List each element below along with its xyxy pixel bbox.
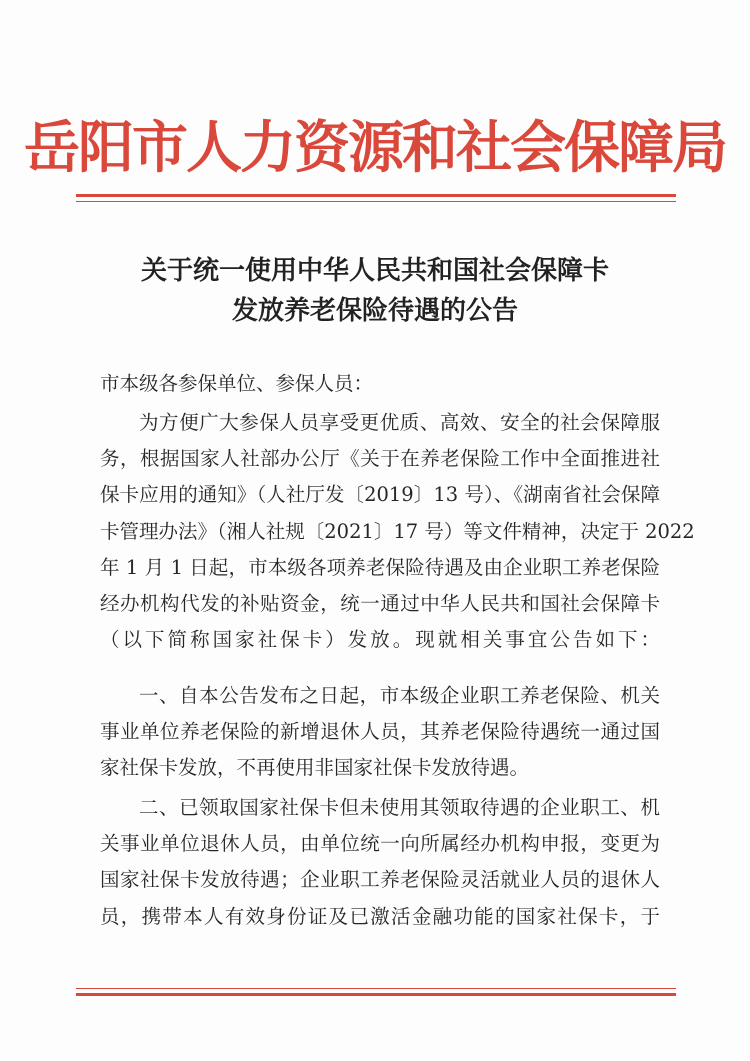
paragraph-line: 经办机构代发的补贴资金，统一通过中华人民共和国社会保障卡: [100, 592, 660, 616]
paragraph-line: 年 1 月 1 日起，市本级各项养老保险待遇及由企业职工养老保险: [100, 555, 660, 579]
paragraph-line: 员，携带本人有效身份证及已激活金融功能的国家社保卡，于: [100, 904, 660, 928]
agency-letterhead: 岳阳市人力资源和社会保障局: [24, 115, 726, 181]
paragraph-line: 一、自本公告发布之日起，市本级企业职工养老保险、机关: [139, 684, 660, 707]
paragraph-item-2: [100, 790, 660, 935]
paragraph-line: 关事业单位退休人员，由单位统一向所属经办机构申报，变更为: [100, 832, 660, 856]
paragraph-line: 国家社保卡发放待遇；企业职工养老保险灵活就业人员的退休人: [100, 868, 660, 892]
paragraph-item-1: [100, 678, 660, 787]
notice-title-line-1: 关于统一使用中华人民共和国社会保障卡: [140, 256, 609, 286]
notice-title-line-2: 发放养老保险待遇的公告: [231, 296, 518, 326]
letterhead-rule-thin: [76, 201, 676, 202]
paragraph-line: （以下简称国家社保卡）发放。现就相关事宜公告如下：: [100, 628, 660, 652]
footer-rule-thin: [76, 988, 676, 989]
paragraph-line: 事业单位养老保险的新增退休人员，其养老保险待遇统一通过国: [100, 720, 660, 744]
paragraph-intro: [100, 405, 695, 658]
paragraph-line: 家社保卡发放，不再使用非国家社保卡发放待遇。: [100, 756, 530, 780]
salutation: 市本级各参保单位、参保人员：: [100, 372, 374, 395]
paragraph-line: 卡管理办法》（湘人社规〔2021〕17 号）等文件精神，决定于 2022: [100, 519, 695, 543]
paragraph-line: 保卡应用的通知》（人社厅发〔2019〕13 号）、《湖南省社会保障: [100, 483, 660, 507]
paragraph-line: 务，根据国家人社部办公厅《关于在养老保险工作中全面推进社: [100, 447, 660, 471]
paragraph-line: 为方便广大参保人员享受更优质、高效、安全的社会保障服: [139, 411, 660, 434]
letterhead-rule-thick: [76, 194, 676, 197]
paragraph-line: 二、已领取国家社保卡但未使用其领取待遇的企业职工、机: [139, 796, 660, 819]
footer-rule-thick: [76, 993, 676, 996]
